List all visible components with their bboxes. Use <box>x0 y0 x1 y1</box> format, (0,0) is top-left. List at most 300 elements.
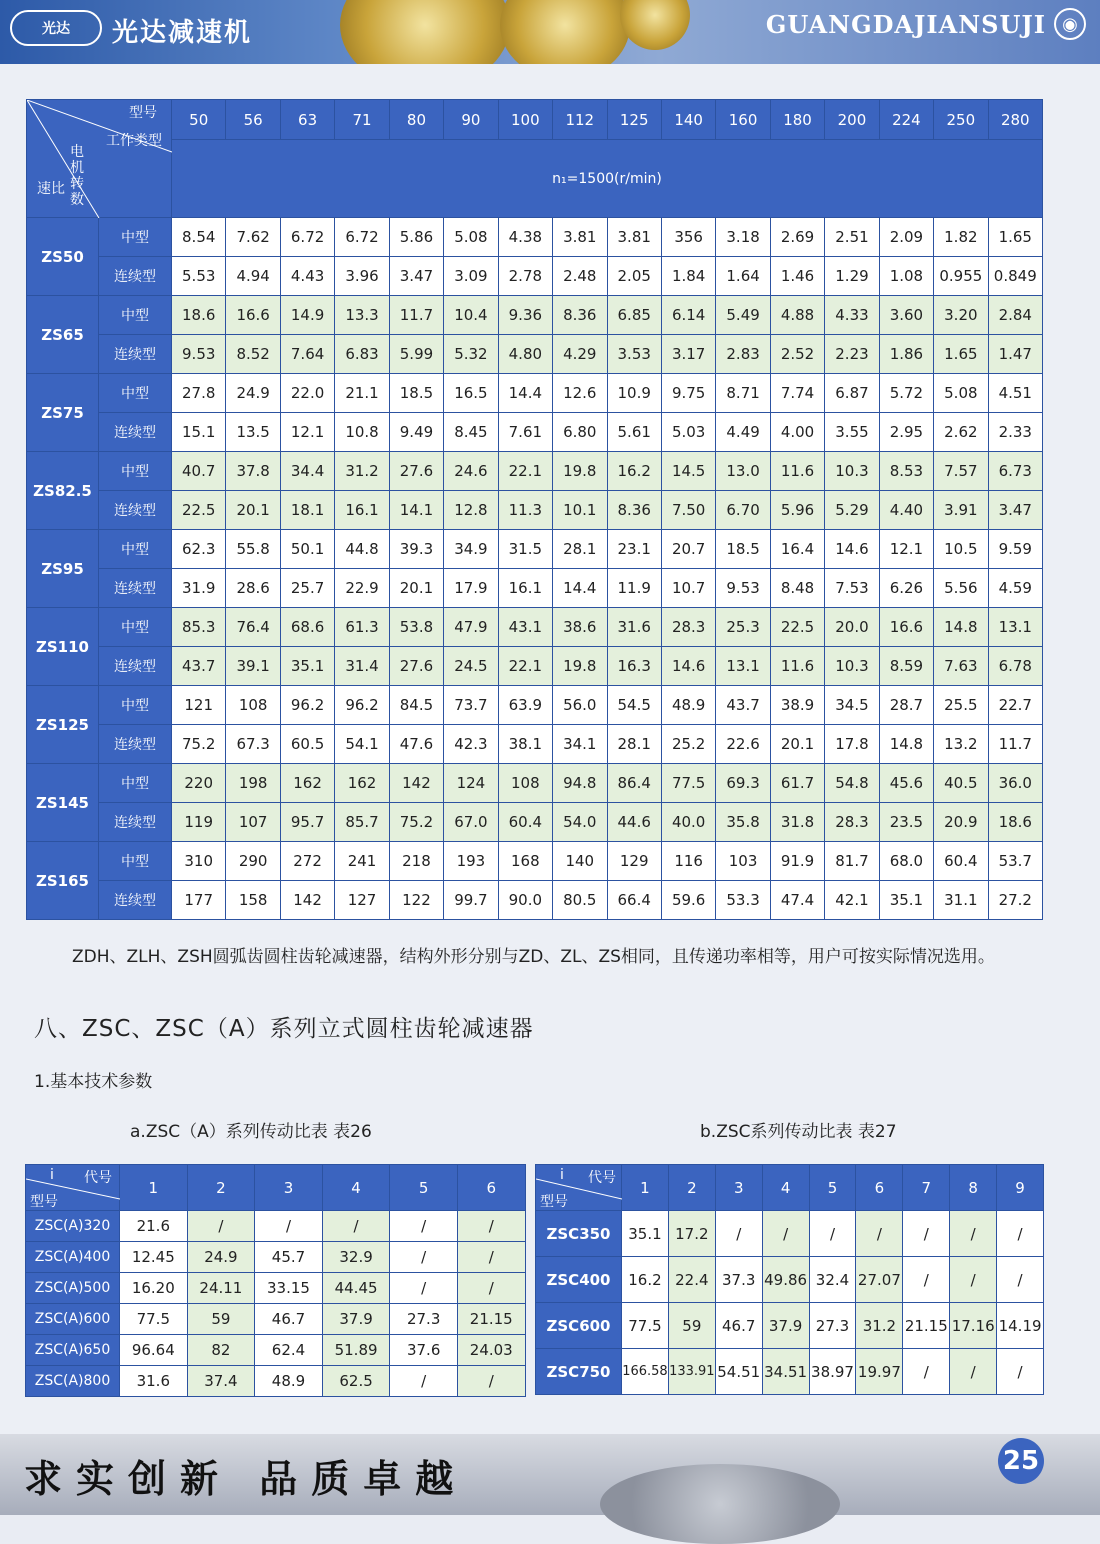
table-row <box>26 1211 526 1242</box>
col-header: 140 <box>661 100 715 140</box>
table-cell: / <box>997 1349 1044 1395</box>
table-cell: 127 <box>335 881 389 920</box>
corner-code: 代号 <box>84 1170 112 1186</box>
table-cell: 22.1 <box>498 647 552 686</box>
table-cell: 4.29 <box>553 335 607 374</box>
table-cell: 2.33 <box>988 413 1042 452</box>
table-cell: 116 <box>661 842 715 881</box>
table-cell: 77.5 <box>120 1304 188 1335</box>
table-cell: 31.8 <box>770 803 824 842</box>
table-cell: 14.19 <box>997 1303 1044 1349</box>
table-cell: 62.4 <box>255 1335 323 1366</box>
table-cell: / <box>390 1273 458 1304</box>
col-header: 63 <box>280 100 334 140</box>
table-cell: 22.7 <box>988 686 1042 725</box>
corner-label-ratio: 速比 <box>37 181 65 197</box>
table-cell: 16.4 <box>770 530 824 569</box>
table-cell: 9.59 <box>988 530 1042 569</box>
table-cell: 3.91 <box>934 491 988 530</box>
col-header: 50 <box>172 100 226 140</box>
table-cell: / <box>809 1211 856 1257</box>
table-cell: 4.80 <box>498 335 552 374</box>
table-cell: 69.3 <box>716 764 770 803</box>
table-cell: 22.6 <box>716 725 770 764</box>
table-b-caption: b.ZSC系列传动比表 表27 <box>700 1122 897 1142</box>
table-row <box>536 1257 1044 1303</box>
table-cell: 241 <box>335 842 389 881</box>
table-cell: 27.2 <box>988 881 1042 920</box>
table-cell: 40.5 <box>934 764 988 803</box>
table-cell: 28.3 <box>661 608 715 647</box>
table-cell: 44.45 <box>322 1273 390 1304</box>
table-cell: 7.57 <box>934 452 988 491</box>
table-cell: 10.7 <box>661 569 715 608</box>
table-cell: 37.8 <box>226 452 280 491</box>
table-cell: 34.4 <box>280 452 334 491</box>
table-cell: 7.63 <box>934 647 988 686</box>
table-cell: 16.2 <box>607 452 661 491</box>
table-cell: 16.20 <box>120 1273 188 1304</box>
table-cell: / <box>903 1257 950 1303</box>
table-cell: 31.6 <box>120 1366 188 1397</box>
table-cell: 2.51 <box>825 218 879 257</box>
table-cell: 166.58 <box>622 1349 669 1395</box>
table-cell: 22.1 <box>498 452 552 491</box>
table-cell: 3.53 <box>607 335 661 374</box>
table-cell: 25.3 <box>716 608 770 647</box>
row-type-label: 中型 <box>99 296 172 335</box>
col-header: 5 <box>809 1165 856 1211</box>
table-cell: 39.1 <box>226 647 280 686</box>
row-model-label: ZSC400 <box>536 1257 622 1303</box>
col-header: 7 <box>903 1165 950 1211</box>
table-cell: / <box>903 1349 950 1395</box>
table-cell: 10.4 <box>444 296 498 335</box>
ratio-table-b <box>535 1164 1044 1395</box>
table-cell: 28.3 <box>825 803 879 842</box>
table-cell: 67.3 <box>226 725 280 764</box>
col-header: 71 <box>335 100 389 140</box>
table-cell: 6.78 <box>988 647 1042 686</box>
table-cell: 107 <box>226 803 280 842</box>
table-cell: 25.5 <box>934 686 988 725</box>
table-cell: 10.3 <box>825 452 879 491</box>
table-cell: 28.7 <box>879 686 933 725</box>
table-cell: 46.7 <box>255 1304 323 1335</box>
table-cell: 1.29 <box>825 257 879 296</box>
col-header: 125 <box>607 100 661 140</box>
row-model-label: ZSC(A)800 <box>26 1366 120 1397</box>
table-cell: 48.9 <box>661 686 715 725</box>
row-group-label: ZS125 <box>27 686 99 764</box>
col-header: 4 <box>762 1165 809 1211</box>
table-cell: 43.7 <box>172 647 226 686</box>
table-cell: 45.7 <box>255 1242 323 1273</box>
table-cell: 37.4 <box>187 1366 255 1397</box>
table-cell: 60.4 <box>934 842 988 881</box>
table-cell: 32.4 <box>809 1257 856 1303</box>
table-cell: 272 <box>280 842 334 881</box>
col-header: 100 <box>498 100 552 140</box>
table-cell: 8.71 <box>716 374 770 413</box>
table-cell: 61.7 <box>770 764 824 803</box>
table-cell: 7.53 <box>825 569 879 608</box>
table-cell: 2.95 <box>879 413 933 452</box>
page-header <box>0 0 1100 64</box>
table-cell: 27.07 <box>856 1257 903 1303</box>
table-cell: 38.97 <box>809 1349 856 1395</box>
table-cell: 77.5 <box>661 764 715 803</box>
col-header: 56 <box>226 100 280 140</box>
table-cell: 82 <box>187 1335 255 1366</box>
col-header: 3 <box>255 1165 323 1211</box>
table-cell: 7.64 <box>280 335 334 374</box>
table-cell: 43.7 <box>716 686 770 725</box>
speed-header: n₁=1500(r/min) <box>172 140 1043 218</box>
table-cell: 13.5 <box>226 413 280 452</box>
table-cell: 37.9 <box>762 1303 809 1349</box>
table-row <box>27 296 1043 335</box>
table-cell: 5.72 <box>879 374 933 413</box>
table-cell: 68.0 <box>879 842 933 881</box>
col-header: 2 <box>187 1165 255 1211</box>
col-header: 280 <box>988 100 1042 140</box>
table-cell: 35.1 <box>879 881 933 920</box>
table-cell: 5.08 <box>934 374 988 413</box>
table-cell: 21.15 <box>457 1304 525 1335</box>
corner-code: 代号 <box>588 1170 616 1186</box>
table-cell: 12.6 <box>553 374 607 413</box>
table-cell: 38.1 <box>498 725 552 764</box>
table-cell: 27.6 <box>389 647 443 686</box>
table-cell: 99.7 <box>444 881 498 920</box>
table-cell: 22.5 <box>172 491 226 530</box>
col-header: 2 <box>668 1165 715 1211</box>
table-cell: 4.94 <box>226 257 280 296</box>
table-cell: 76.4 <box>226 608 280 647</box>
table-cell: 193 <box>444 842 498 881</box>
table-cell: / <box>457 1211 525 1242</box>
table-cell: 103 <box>716 842 770 881</box>
row-group-label: ZS110 <box>27 608 99 686</box>
footer-slogan: 求实创新 品质卓越 <box>24 1456 468 1501</box>
table-cell: 42.3 <box>444 725 498 764</box>
table-cell: 7.50 <box>661 491 715 530</box>
table-cell: 10.9 <box>607 374 661 413</box>
table-cell: 0.849 <box>988 257 1042 296</box>
col-header: 80 <box>389 100 443 140</box>
table-cell: 5.49 <box>716 296 770 335</box>
table-cell: / <box>390 1242 458 1273</box>
table-cell: 2.62 <box>934 413 988 452</box>
table-cell: 22.5 <box>770 608 824 647</box>
row-type-label: 中型 <box>99 686 172 725</box>
table-cell: 18.1 <box>280 491 334 530</box>
table-cell: 10.5 <box>934 530 988 569</box>
table-cell: 24.03 <box>457 1335 525 1366</box>
table-cell: 16.5 <box>444 374 498 413</box>
subsection-title: 1.基本技术参数 <box>34 1072 153 1092</box>
table-cell: 77.5 <box>622 1303 669 1349</box>
table-cell: 59.6 <box>661 881 715 920</box>
table-cell: 5.96 <box>770 491 824 530</box>
table-cell: 140 <box>553 842 607 881</box>
table-cell: 108 <box>226 686 280 725</box>
table-cell: 27.3 <box>390 1304 458 1335</box>
table-cell: 290 <box>226 842 280 881</box>
table-cell: 6.87 <box>825 374 879 413</box>
row-group-label: ZS165 <box>27 842 99 920</box>
row-group-label: ZS95 <box>27 530 99 608</box>
table-cell: 9.49 <box>389 413 443 452</box>
table-cell: 108 <box>498 764 552 803</box>
table-cell: 62.3 <box>172 530 226 569</box>
table-row <box>27 686 1043 725</box>
table-cell: 13.1 <box>716 647 770 686</box>
table-cell: 31.9 <box>172 569 226 608</box>
table-cell: 3.47 <box>988 491 1042 530</box>
col-header: 180 <box>770 100 824 140</box>
table-cell: 68.6 <box>280 608 334 647</box>
table-row <box>27 491 1043 530</box>
corner-label-motor: 电机转数 <box>70 144 84 208</box>
row-type-label: 连续型 <box>99 491 172 530</box>
table-cell: / <box>457 1366 525 1397</box>
table-row <box>27 452 1043 491</box>
col-header: 3 <box>715 1165 762 1211</box>
table-cell: 5.29 <box>825 491 879 530</box>
table-cell: 59 <box>668 1303 715 1349</box>
row-model-label: ZSC(A)650 <box>26 1335 120 1366</box>
table-row <box>27 803 1043 842</box>
table-cell: 18.6 <box>172 296 226 335</box>
table-cell: 28.6 <box>226 569 280 608</box>
section-title: 八、ZSC、ZSC（A）系列立式圆柱齿轮减速器 <box>34 1016 534 1042</box>
table-cell: / <box>187 1211 255 1242</box>
table-cell: 5.99 <box>389 335 443 374</box>
table-cell: 9.75 <box>661 374 715 413</box>
table-a-corner <box>26 1165 120 1211</box>
table-cell: 11.9 <box>607 569 661 608</box>
table-cell: 84.5 <box>389 686 443 725</box>
row-type-label: 中型 <box>99 608 172 647</box>
row-model-label: ZSC350 <box>536 1211 622 1257</box>
company-logo: 光达 <box>10 10 102 46</box>
table-cell: 1.86 <box>879 335 933 374</box>
table-cell: 31.2 <box>335 452 389 491</box>
col-header: 5 <box>390 1165 458 1211</box>
table-cell: 1.46 <box>770 257 824 296</box>
table-cell: 32.9 <box>322 1242 390 1273</box>
row-group-label: ZS50 <box>27 218 99 296</box>
table-cell: 218 <box>389 842 443 881</box>
table-cell: 18.5 <box>716 530 770 569</box>
table-cell: 90.0 <box>498 881 552 920</box>
table-cell: 13.0 <box>716 452 770 491</box>
table-cell: 85.3 <box>172 608 226 647</box>
table-cell: 7.74 <box>770 374 824 413</box>
table-cell: 13.2 <box>934 725 988 764</box>
table-cell: 4.40 <box>879 491 933 530</box>
table-cell: 54.5 <box>607 686 661 725</box>
row-group-label: ZS145 <box>27 764 99 842</box>
table-cell: 20.0 <box>825 608 879 647</box>
table-cell: 122 <box>389 881 443 920</box>
table-cell: 81.7 <box>825 842 879 881</box>
table-cell: 1.84 <box>661 257 715 296</box>
table-row <box>26 1242 526 1273</box>
table-cell: 54.51 <box>715 1349 762 1395</box>
table-cell: 142 <box>389 764 443 803</box>
col-header: 250 <box>934 100 988 140</box>
table-cell: 3.18 <box>716 218 770 257</box>
table-cell: 12.1 <box>879 530 933 569</box>
table-row <box>27 842 1043 881</box>
table-cell: 5.08 <box>444 218 498 257</box>
table-row <box>26 1304 526 1335</box>
table-row <box>27 530 1043 569</box>
row-model-label: ZSC(A)320 <box>26 1211 120 1242</box>
table-cell: 54.8 <box>825 764 879 803</box>
table-cell: 23.1 <box>607 530 661 569</box>
table-b-corner <box>536 1165 622 1211</box>
table-cell: 10.8 <box>335 413 389 452</box>
table-cell: 9.53 <box>716 569 770 608</box>
table-cell: 6.14 <box>661 296 715 335</box>
table-cell: 11.3 <box>498 491 552 530</box>
table-cell: 6.85 <box>607 296 661 335</box>
table-cell: 14.8 <box>934 608 988 647</box>
table-cell: 2.09 <box>879 218 933 257</box>
table-cell: 6.73 <box>988 452 1042 491</box>
table-cell: 40.7 <box>172 452 226 491</box>
table-cell: 8.36 <box>607 491 661 530</box>
row-group-label: ZS82.5 <box>27 452 99 530</box>
table-cell: 16.6 <box>226 296 280 335</box>
table-cell: 28.1 <box>553 530 607 569</box>
table-cell: 66.4 <box>607 881 661 920</box>
table-cell: 11.6 <box>770 452 824 491</box>
table-cell: 14.6 <box>661 647 715 686</box>
table-cell: 168 <box>498 842 552 881</box>
circle-icon: ◉ <box>1054 8 1086 40</box>
table-cell: 37.3 <box>715 1257 762 1303</box>
table-cell: 51.89 <box>322 1335 390 1366</box>
table-cell: 2.84 <box>988 296 1042 335</box>
table-cell: 43.1 <box>498 608 552 647</box>
table-cell: 11.6 <box>770 647 824 686</box>
table-cell: 8.53 <box>879 452 933 491</box>
table-cell: 50.1 <box>280 530 334 569</box>
table-cell: 60.5 <box>280 725 334 764</box>
table-cell: 4.00 <box>770 413 824 452</box>
table-cell: 16.2 <box>622 1257 669 1303</box>
table-cell: 2.83 <box>716 335 770 374</box>
table-cell: 16.3 <box>607 647 661 686</box>
col-header: 160 <box>716 100 770 140</box>
corner-label-model: 型号 <box>129 105 157 121</box>
table-cell: / <box>856 1211 903 1257</box>
table-cell: 5.53 <box>172 257 226 296</box>
table-cell: 24.9 <box>226 374 280 413</box>
table-cell: / <box>390 1366 458 1397</box>
table-cell: 22.4 <box>668 1257 715 1303</box>
table-cell: 129 <box>607 842 661 881</box>
table-cell: 3.47 <box>389 257 443 296</box>
table-cell: 60.4 <box>498 803 552 842</box>
table-cell: 85.7 <box>335 803 389 842</box>
table-cell: 20.1 <box>770 725 824 764</box>
corner-i: i <box>50 1167 54 1183</box>
table-cell: 24.9 <box>187 1242 255 1273</box>
corner-label-work: 工作类型 <box>106 133 162 149</box>
table-cell: 46.7 <box>715 1303 762 1349</box>
table-cell: 3.09 <box>444 257 498 296</box>
table-cell: 4.33 <box>825 296 879 335</box>
table-row <box>27 608 1043 647</box>
table-cell: 63.9 <box>498 686 552 725</box>
gear-decoration <box>620 0 690 50</box>
table-cell: 18.5 <box>389 374 443 413</box>
col-header: 9 <box>997 1165 1044 1211</box>
table-row <box>27 881 1043 920</box>
table-cell: / <box>950 1257 997 1303</box>
table-cell: 8.54 <box>172 218 226 257</box>
table-cell: 162 <box>335 764 389 803</box>
table-cell: 142 <box>280 881 334 920</box>
row-type-label: 连续型 <box>99 257 172 296</box>
table-cell: 24.5 <box>444 647 498 686</box>
table-cell: 55.8 <box>226 530 280 569</box>
table-cell: 35.8 <box>716 803 770 842</box>
table-cell: 12.45 <box>120 1242 188 1273</box>
table-cell: 310 <box>172 842 226 881</box>
table-cell: 7.61 <box>498 413 552 452</box>
table-cell: 12.8 <box>444 491 498 530</box>
table-cell: 21.1 <box>335 374 389 413</box>
table-row <box>26 1273 526 1304</box>
table-cell: 121 <box>172 686 226 725</box>
row-type-label: 连续型 <box>99 413 172 452</box>
table-cell: 6.80 <box>553 413 607 452</box>
col-header: 90 <box>444 100 498 140</box>
table-cell: 6.72 <box>335 218 389 257</box>
table-cell: 4.43 <box>280 257 334 296</box>
table-cell: 20.1 <box>389 569 443 608</box>
table-cell: 91.9 <box>770 842 824 881</box>
table-cell: 2.05 <box>607 257 661 296</box>
table-row <box>27 335 1043 374</box>
table-cell: 34.1 <box>553 725 607 764</box>
table-cell: 4.88 <box>770 296 824 335</box>
table-cell: 0.955 <box>934 257 988 296</box>
table-cell: 3.60 <box>879 296 933 335</box>
table-cell: 31.4 <box>335 647 389 686</box>
table-cell: 47.6 <box>389 725 443 764</box>
table-cell: / <box>950 1211 997 1257</box>
table-cell: 1.65 <box>934 335 988 374</box>
row-model-label: ZSC750 <box>536 1349 622 1395</box>
table-cell: 14.1 <box>389 491 443 530</box>
table-cell: 4.38 <box>498 218 552 257</box>
ratio-table-a <box>25 1164 526 1397</box>
table-cell: 14.6 <box>825 530 879 569</box>
table-cell: 75.2 <box>172 725 226 764</box>
table-cell: / <box>390 1211 458 1242</box>
table-row <box>27 647 1043 686</box>
note-paragraph: ZDH、ZLH、ZSH圆弧齿圆柱齿轮减速器，结构外形分别与ZD、ZL、ZS相同，且传递功率相等，用户可按实际情况选用。 <box>72 947 995 967</box>
table-cell: / <box>457 1242 525 1273</box>
